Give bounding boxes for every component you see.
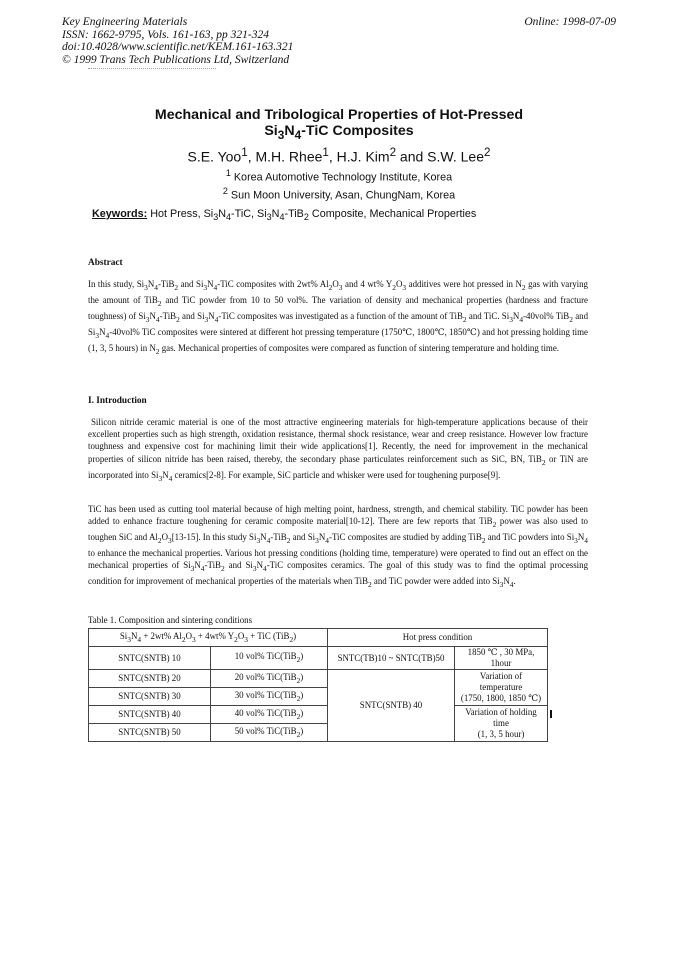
table-cell-name: SNTC(SNTB) 30	[89, 688, 211, 706]
table-cell-name: SNTC(SNTB) 10	[89, 647, 211, 670]
affiliation-1: $^1$ Korea Automotive Technology Institute, Korea	[225, 168, 453, 184]
table-cell-time-variation: Variation of holding time (1, 3, 5 hour)	[455, 706, 548, 742]
abstract-heading: Abstract	[88, 258, 123, 268]
table-cell-name: SNTC(SNTB) 50	[89, 724, 211, 742]
table-row	[89, 647, 548, 670]
table-cell-composition: 10 vol% TiC(TiB$_2$)	[211, 647, 328, 670]
author-list: S.E. Yoo$^1$, M.H. Rhee$^1$, H.J. Kim$^2$ and S.W. Lee$^2$	[187, 146, 491, 165]
table-cell-range-condition: 1850 ℃ , 30 MPa, 1hour	[455, 647, 548, 670]
scan-artifact-line	[88, 68, 216, 73]
introduction-heading: I. Introduction	[88, 396, 147, 406]
table-cell-composition: 20 vol% TiC(TiB$_2$)	[211, 670, 328, 688]
paper-title	[60, 108, 618, 143]
title-line-1: Mechanical and Tribological Properties of Hot-Pressed	[154, 107, 524, 123]
abstract-text: In this study, $Si_3N_4-TiB_2$ and $Si_3N_4$-TiC composites with 2wt% $Al_2O_3$ and 4 wt% $Y_2O_3$ additives were hot pressed in $N_2$ gas with varying the amount of TiB$_2$ and TiC powder from 10 to 50 vol%. The variation of density and mechanical properties (hardness and fracture toughness) of $Si_3N_4-TiB_2$ and $Si_3N_4$-TiC composites was investigated as a function of the amount of TiB$_2$ and TiC. $Si_3N_4-40vol\%$ TiB$_2$ and $Si_3N_4-40vol\%$ TiC composites were sintered at different hot pressing temperature (1750℃, 1800℃, 1850℃) and hot pressing holding time (1, 3, 5 hours) in $N_2$ gas. Mechanical properties of composites were compared as function of sintering temperature and holding time.	[88, 279, 589, 356]
keywords: Keywords: Hot Press, $Si_3N_4$-TiC, $Si_3N_4-TiB_2$ Composite, Mechanical Properties	[92, 208, 477, 223]
table-cell-range: SNTC(TB)10 ~ SNTC(TB)50	[328, 647, 455, 670]
journal-copyright: © 1999 Trans Tech Publications Ltd, Switzerland	[62, 53, 290, 66]
composition-table	[88, 628, 548, 742]
table-cell-group: SNTC(SNTB) 40	[328, 670, 455, 742]
journal-name: Key Engineering Materials	[62, 16, 188, 28]
table-cell-composition: 40 vol% TiC(TiB$_2$)	[211, 706, 328, 724]
journal-header	[62, 16, 293, 66]
table-cell-name: SNTC(SNTB) 40	[89, 706, 211, 724]
table-header-composition: $Si_3N_4 + 2wt\%$ $Al_2O_3 + 4wt\%$ $Y_2O_3$ + TiC (TiB$_2$)	[89, 629, 328, 647]
scan-artifact-mark	[550, 710, 552, 718]
table-header-row	[89, 629, 548, 647]
table-cell-name: SNTC(SNTB) 20	[89, 670, 211, 688]
table-row	[89, 670, 548, 688]
table-cell-composition: 30 vol% TiC(TiB$_2$)	[211, 688, 328, 706]
table-caption: Table 1. Composition and sintering conditions	[88, 615, 253, 625]
journal-issn: ISSN: 1662-9795, Vols. 161-163, pp 321-324	[62, 28, 269, 41]
introduction-paragraph-2: TiC has been used as cutting tool material because of high melting point, hardness, strength, and chemical stability. TiC powder has been added to enhance fracture toughening for ceramic composite material[10-12]. There are few reports that TiB$_2$ power was also used to toughen SiC and $Al_2O_3[13-15]$. In this study $Si_3N_4-TiB_2$ and $Si_3N_4$-TiC composites are studied by adding TiB$_2$ and TiC powders into $Si_3N_4$ to enhance the mechanical properties. Various hot pressing conditions (holding time, temperature) were operated to find out an effect on the mechanical properties of $Si_3N_4-TiB_2$ and $Si_3N_4$-TiC composites ceramics. The goal of this study was to find the optimal processing condition for improvement of mechanical properties of the materials when TiB$_2$ and TiC powder were added into $Si_3N_4$.	[88, 504, 589, 590]
keywords-label: Keywords:	[92, 208, 148, 220]
online-date: Online: 1998-07-09	[524, 16, 616, 28]
table-cell-composition: 50 vol% TiC(TiB$_2$)	[211, 724, 328, 742]
table-header-hot-press: Hot press condition	[328, 629, 548, 647]
affiliation-2: $^2$ Sun Moon University, Asan, ChungNam, Korea	[222, 186, 456, 202]
table-cell-temperature-variation: Variation of temperature (1750, 1800, 1850 ℃)	[455, 670, 548, 706]
table-row	[89, 706, 548, 724]
title-line-2: $Si_3N_4$-TiC Composites	[264, 122, 414, 142]
journal-doi: doi:10.4028/www.scientific.net/KEM.161-163.321	[62, 41, 294, 54]
introduction-paragraph-1: Silicon nitride ceramic material is one of the most attractive engineering materials for high-temperature applications because of their excellent properties such as high strength, oxidation resistance, thermal shock resistance, wear and creep resistance. However low fracture toughness and expensive cost for machining limit their wide applications[1]. Recently, the need for improvement in the mechanical properties of silicon nitride has been raised, thereby, the secondary phase particulates reinforcement such as SiC, BN, TiB$_2$ or TiN are incorporated into $Si_3N_4$ ceramics[2-8]. For example, SiC particle and whisker were used for toughening purpose[9].	[88, 417, 588, 483]
